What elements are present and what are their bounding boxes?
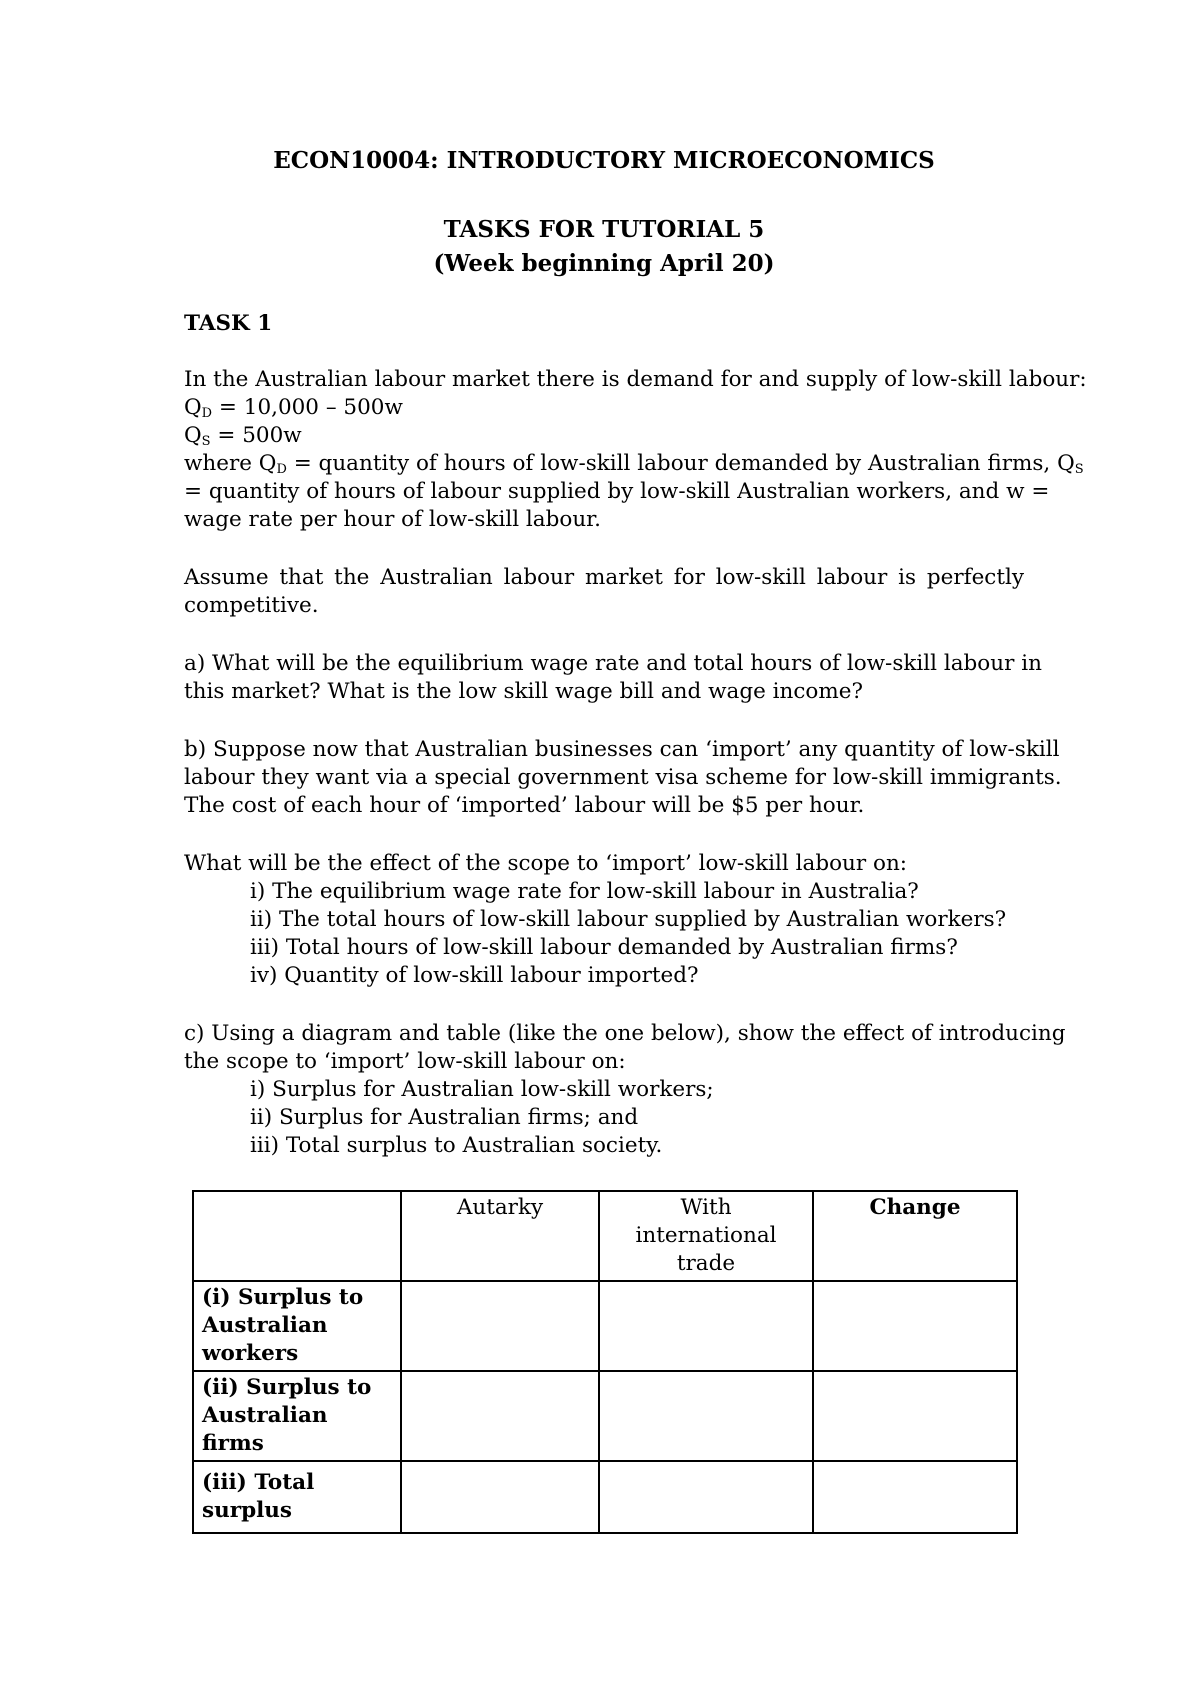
effect-item: i) The equilibrium wage rate for low-skill labour in Australia? [250,879,919,904]
definitions-line-2: = quantity of hours of labour supplied by low-skill Australian workers, and w = [184,479,1050,504]
supply-equation: $Q_S = 500w$ [184,423,302,449]
surplus-item: iii) Total surplus to Australian society. [250,1133,663,1158]
table-cell [813,1281,1017,1371]
table-row [193,1281,1017,1371]
effect-intro: What will be the effect of the scope to ‘import’ low-skill labour on: [184,851,908,876]
question-a-line-2: this market? What is the low skill wage bill and wage income? [184,679,863,704]
table-header-cell [193,1191,401,1281]
question-b-line-2: labour they want via a special government visa scheme for low-skill immigrants. [184,765,1062,790]
surplus-table [192,1190,1018,1534]
table-row-label: (ii) Surplus to Australian firms [193,1371,401,1461]
effect-item: ii) The total hours of low-skill labour supplied by Australian workers? [250,907,1007,932]
table-cell [401,1281,599,1371]
question-b-line-1: b) Suppose now that Australian businesses can ‘import’ any quantity of low-skill [184,737,1060,762]
table-header-cell: Autarky [401,1191,599,1281]
table-header-cell: With international trade [599,1191,813,1281]
definitions-line-1: where $Q_D$ = quantity of hours of low-skill labour demanded by Australian firms, $Q_S$ [184,451,1084,477]
table-cell [599,1371,813,1461]
table-cell [813,1371,1017,1461]
surplus-item: ii) Surplus for Australian firms; and [250,1105,639,1130]
table-header-row [193,1191,1017,1281]
demand-equation: $Q_D = 10,000 - 500w$ [184,395,403,421]
table-row-label: (i) Surplus to Australian workers [193,1281,401,1371]
assumption-line-1: Assume that the Australian labour market for low-skill labour is perfectly [184,565,1024,590]
course-title: ECON10004: INTRODUCTORY MICROECONOMICS [273,147,935,174]
intro-text: In the Australian labour market there is demand for and supply of low-skill labour: [184,367,1087,392]
question-a-line-1: a) What will be the equilibrium wage rate and total hours of low-skill labour in [184,651,1042,676]
effect-item: iv) Quantity of low-skill labour imported? [250,963,699,988]
question-c-line-1: c) Using a diagram and table (like the one below), show the effect of introducing [184,1021,1066,1046]
table-cell [599,1281,813,1371]
week-subtitle: (Week beginning April 20) [433,250,775,277]
question-c-line-2: the scope to ‘import’ low-skill labour on: [184,1049,626,1074]
table-cell [599,1461,813,1533]
definitions-line-3: wage rate per hour of low-skill labour. [184,507,601,532]
table-header-cell: Change [813,1191,1017,1281]
tutorial-title: TASKS FOR TUTORIAL 5 [443,216,765,243]
assumption-line-2: competitive. [184,593,319,618]
surplus-item: i) Surplus for Australian low-skill workers; [250,1077,714,1102]
table-row [193,1371,1017,1461]
table-cell [813,1461,1017,1533]
table-row [193,1461,1017,1533]
question-b-line-3: The cost of each hour of ‘imported’ labour will be $5 per hour. [184,793,865,818]
table-row-label: (iii) Total surplus [193,1461,401,1533]
table-cell [401,1461,599,1533]
table-cell [401,1371,599,1461]
task-heading: TASK 1 [184,311,273,336]
effect-item: iii) Total hours of low-skill labour demanded by Australian firms? [250,935,958,960]
